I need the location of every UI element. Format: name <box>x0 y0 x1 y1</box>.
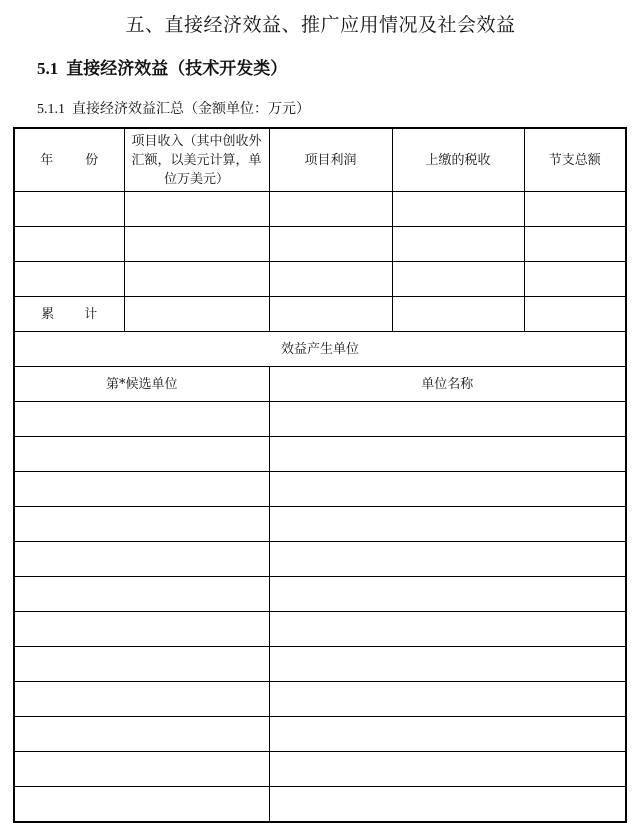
table-row <box>14 262 626 297</box>
table-row <box>14 717 626 752</box>
table-row <box>14 507 626 542</box>
section-title: 直接经济效益（技术开发类） <box>66 59 288 79</box>
cell-savings-2[interactable] <box>524 227 626 262</box>
candidate-unit-cell[interactable] <box>14 647 269 682</box>
cell-savings-1[interactable] <box>524 192 626 227</box>
cell-tax-3[interactable] <box>392 262 524 297</box>
table-row <box>14 542 626 577</box>
header-unit-name: 单位名称 <box>269 367 626 402</box>
header-project-income: 项目收入（其中创收外汇额，以美元计算，单位万美元） <box>124 128 269 192</box>
table-header-row <box>14 128 626 192</box>
total-label-char-1: 累 <box>41 306 68 322</box>
cell-year-2[interactable] <box>14 227 124 262</box>
cell-year-1[interactable] <box>14 192 124 227</box>
cell-savings-3[interactable] <box>524 262 626 297</box>
table-row <box>14 612 626 647</box>
section-number: 5.1 <box>37 59 59 78</box>
header-project-profit: 项目利润 <box>269 128 392 192</box>
units-header-row <box>14 367 626 402</box>
table-row <box>14 472 626 507</box>
header-candidate-unit: 第*候选单位 <box>14 367 269 402</box>
cell-income-1[interactable] <box>124 192 269 227</box>
subsection-number: 5.1.1 <box>37 102 65 117</box>
units-title-row <box>14 332 626 367</box>
header-year-char-1: 年 <box>40 152 68 168</box>
unit-name-cell[interactable] <box>269 612 626 647</box>
candidate-unit-cell[interactable] <box>14 577 269 612</box>
candidate-unit-cell[interactable] <box>14 682 269 717</box>
cell-tax-2[interactable] <box>392 227 524 262</box>
total-savings[interactable] <box>524 297 626 332</box>
table-row <box>14 787 626 823</box>
unit-name-cell[interactable] <box>269 682 626 717</box>
table-row <box>14 437 626 472</box>
table-row <box>14 192 626 227</box>
unit-name-cell[interactable] <box>269 752 626 787</box>
cell-income-3[interactable] <box>124 262 269 297</box>
candidate-unit-cell[interactable] <box>14 787 269 823</box>
header-tax-paid: 上缴的税收 <box>392 128 524 192</box>
subsection-title: 直接经济效益汇总（金额单位：万元） <box>72 101 310 117</box>
unit-name-cell[interactable] <box>269 577 626 612</box>
section-heading <box>37 54 287 79</box>
page-title: 五、直接经济效益、推广应用情况及社会效益 <box>125 14 516 36</box>
total-label <box>14 297 124 332</box>
candidate-unit-cell[interactable] <box>14 717 269 752</box>
unit-name-cell[interactable] <box>269 402 626 437</box>
unit-name-cell[interactable] <box>269 542 626 577</box>
unit-name-cell[interactable] <box>269 787 626 823</box>
cell-year-3[interactable] <box>14 262 124 297</box>
total-income[interactable] <box>124 297 269 332</box>
candidate-unit-cell[interactable] <box>14 402 269 437</box>
cell-profit-1[interactable] <box>269 192 392 227</box>
total-tax[interactable] <box>392 297 524 332</box>
table-row <box>14 577 626 612</box>
cell-tax-1[interactable] <box>392 192 524 227</box>
total-row <box>14 297 626 332</box>
candidate-unit-cell[interactable] <box>14 542 269 577</box>
unit-name-cell[interactable] <box>269 717 626 752</box>
cell-profit-3[interactable] <box>269 262 392 297</box>
cell-income-2[interactable] <box>124 227 269 262</box>
candidate-unit-cell[interactable] <box>14 612 269 647</box>
unit-name-cell[interactable] <box>269 507 626 542</box>
table-row <box>14 647 626 682</box>
unit-name-cell[interactable] <box>269 647 626 682</box>
candidate-unit-cell[interactable] <box>14 507 269 542</box>
table-row <box>14 682 626 717</box>
subsection-caption <box>37 98 310 118</box>
table-row <box>14 402 626 437</box>
header-year <box>14 128 124 192</box>
unit-name-cell[interactable] <box>269 437 626 472</box>
cell-profit-2[interactable] <box>269 227 392 262</box>
total-label-char-2: 计 <box>84 306 98 322</box>
total-profit[interactable] <box>269 297 392 332</box>
table-row <box>14 227 626 262</box>
unit-name-cell[interactable] <box>269 472 626 507</box>
candidate-unit-cell[interactable] <box>14 472 269 507</box>
candidate-unit-cell[interactable] <box>14 437 269 472</box>
economic-benefit-table <box>13 127 627 823</box>
header-year-char-2: 份 <box>85 152 99 168</box>
candidate-unit-cell[interactable] <box>14 752 269 787</box>
table-row <box>14 752 626 787</box>
units-table-title: 效益产生单位 <box>14 332 626 367</box>
header-savings-total: 节支总额 <box>524 128 626 192</box>
